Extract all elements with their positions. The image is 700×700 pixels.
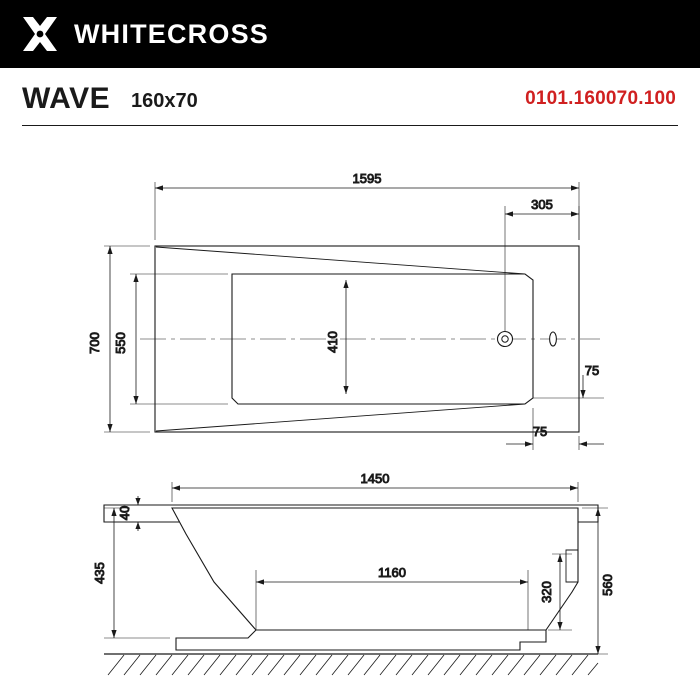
dim-offset-right: 305 (531, 197, 553, 212)
dim-body-height: 435 (92, 562, 107, 584)
brand-name: WHITECROSS (74, 18, 270, 49)
dim-total-height: 560 (600, 574, 615, 596)
dim-inner-depth: 320 (539, 581, 554, 603)
dim-bottom-length: 1160 (378, 565, 406, 580)
dim-inner-width: 550 (113, 332, 128, 354)
dim-overall-width: 700 (87, 332, 102, 354)
top-view-group (87, 171, 604, 450)
side-view-group (92, 471, 615, 675)
dim-edge-right: 75 (584, 363, 600, 378)
model-name: WAVE (22, 82, 111, 115)
dim-rim-thickness: 40 (117, 505, 132, 521)
article-code: 0101.160070.100 (525, 88, 676, 109)
x-cross-logo-icon (20, 14, 60, 54)
dim-overall-length: 1595 (352, 171, 382, 186)
dim-edge-bottom: 75 (532, 424, 548, 439)
model-size: 160x70 (131, 90, 198, 112)
technical-drawing (0, 130, 700, 700)
title-row (0, 68, 700, 130)
dim-inner-length: 410 (325, 331, 340, 353)
title-divider (22, 125, 678, 126)
dim-rim-length: 1450 (360, 471, 390, 486)
header-bar (0, 0, 700, 68)
